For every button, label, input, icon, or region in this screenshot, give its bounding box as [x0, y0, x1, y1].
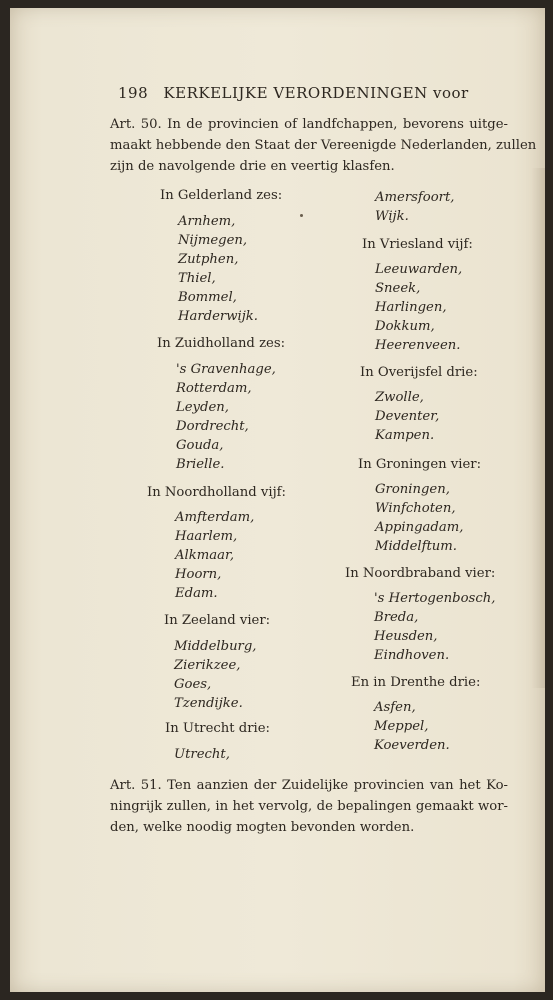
article-50-line: zijn de navolgende drie en veertig klasfen.	[110, 159, 395, 174]
article-51-line: den, welke noodig mogten bevonden worden.	[110, 820, 415, 835]
city-name: Leeuwarden,	[375, 262, 463, 277]
city-name: Wijk.	[375, 209, 409, 224]
article-50	[110, 114, 537, 177]
city-name: Asfen,	[374, 700, 416, 715]
province-heading: In Gelderland zes:	[160, 188, 283, 203]
city-name: Alkmaar,	[175, 548, 235, 563]
page-number: 198	[118, 84, 149, 102]
city-name: Edam.	[175, 586, 218, 601]
article-51-line: Art. 51. Ten aanzien der Zuidelijke provincien van het Ko-	[110, 778, 508, 793]
city-name: Deventer,	[375, 409, 440, 424]
page-shadow	[531, 168, 545, 688]
city-name: Middelftum.	[375, 539, 457, 554]
city-name: Tzendijke.	[174, 696, 243, 711]
city-name: Arnhem,	[178, 214, 236, 229]
city-name: Middelburg,	[174, 639, 257, 654]
city-name: Meppel,	[374, 719, 429, 734]
city-name: Heerenveen.	[375, 338, 461, 353]
city-name: Harderwijk.	[178, 309, 258, 324]
province-heading: In Overijsfel drie:	[360, 365, 478, 380]
city-name: Zwolle,	[375, 390, 424, 405]
city-name: Thiel,	[178, 271, 216, 286]
article-51-line: ningrijk zullen, in het vervolg, de bepalingen gemaakt wor-	[110, 799, 508, 814]
city-name: Haarlem,	[175, 529, 238, 544]
province-heading: In Zeeland vier:	[164, 613, 271, 628]
province-heading: In Vriesland vijf:	[362, 237, 473, 252]
city-name: Rotterdam,	[176, 381, 252, 396]
city-name: Koeverden.	[374, 738, 450, 753]
city-name: Sneek,	[375, 281, 421, 296]
province-heading: In Noordbraband vier:	[345, 566, 496, 581]
ink-speck	[300, 214, 303, 217]
city-name: Leyden,	[176, 400, 229, 415]
city-name: Amersfoort,	[375, 190, 455, 205]
city-name: Dordrecht,	[176, 419, 249, 434]
running-header	[118, 84, 469, 102]
province-heading: In Noordholland vijf:	[147, 485, 286, 500]
article-50-line: Art. 50. In de provincien of landfchappen, bevorens uitge-	[110, 117, 508, 132]
city-name: Dokkum,	[375, 319, 435, 334]
header-title: KERKELIJKE VERORDENINGEN voor	[163, 84, 469, 102]
city-name: Heusden,	[374, 629, 438, 644]
city-name: Bommel,	[178, 290, 237, 305]
city-name: Breda,	[374, 610, 419, 625]
city-name: Amfterdam,	[175, 510, 255, 525]
city-name: Goes,	[174, 677, 212, 692]
article-51	[110, 775, 508, 838]
city-name: 's Gravenhage,	[176, 362, 276, 377]
book-page	[10, 8, 545, 992]
city-name: 's Hertogenbosch,	[374, 591, 496, 606]
city-name: Winfchoten,	[375, 501, 456, 516]
province-heading: In Utrecht drie:	[165, 721, 270, 736]
city-name: Brielle.	[176, 457, 225, 472]
province-heading: En in Drenthe drie:	[351, 675, 481, 690]
city-name: Kampen.	[375, 428, 435, 443]
city-name: Groningen,	[375, 482, 450, 497]
city-name: Nijmegen,	[178, 233, 248, 248]
city-name: Utrecht,	[174, 747, 230, 762]
article-50-line: maakt hebbende den Staat der Vereenigde Nederlanden, zullen	[110, 138, 537, 153]
city-name: Hoorn,	[175, 567, 222, 582]
city-name: Zutphen,	[178, 252, 239, 267]
province-heading: In Zuidholland zes:	[157, 336, 286, 351]
province-heading: In Groningen vier:	[358, 457, 482, 472]
city-name: Zierikzee,	[174, 658, 241, 673]
city-name: Eindhoven.	[374, 648, 450, 663]
city-name: Appingadam,	[375, 520, 464, 535]
city-name: Harlingen,	[375, 300, 447, 315]
city-name: Gouda,	[176, 438, 224, 453]
